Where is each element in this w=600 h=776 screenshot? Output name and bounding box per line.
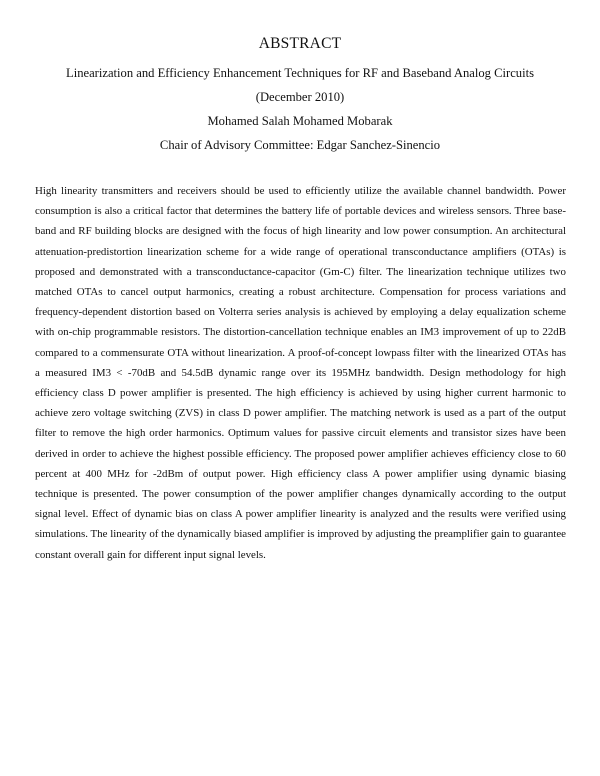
advisory-chair: Chair of Advisory Committee: Edgar Sanchez-Sinencio [159,138,441,152]
thesis-title: Linearization and Efficiency Enhancement Techniques for RF and Baseband Analog Circuits [66,66,534,80]
thesis-date: (December 2010) [255,90,345,104]
author-name: Mohamed Salah Mohamed Mobarak [207,114,393,128]
abstract-body: High linearity transmitters and receivers should be used to efficiently utilize the available channel bandwidth. Power consumption is also a critical factor that determines the battery life of portable devices and wireless sensors. Three base-band and RF building blocks are designed with the focus of high linearity and low power consumption. An architectural attenuation-predistortion linearization scheme for a wide range of operational transconductance amplifiers (OTAs) is proposed and demonstrated with a transconductance-capacitor (Gm-C) filter. The linearization technique utilizes two matched OTAs to cancel output harmonics, creating a robust architecture. Compensation for process variations and frequency-dependent distortion based on Volterra series analysis is achieved by employing a delay equalization scheme with on-chip programmable resistors. The distortion-cancellation technique enables an IM3 improvement of up to 22dB compared to a commensurate OTA without linearization. A proof-of-concept lowpass filter with the linearized OTAs has a measured IM3 < -70dB and 54.5dB dynamic range over its 195MHz bandwidth. Design methodology for high efficiency class D power amplifier is presented. The high efficiency is achieved by using higher current harmonic to achieve zero voltage switching (ZVS) in class D power amplifier. The matching network is used as a part of the output filter to remove the high order harmonics. Optimum values for passive circuit elements and transistor sizes have been derived in order to achieve the highest possible efficiency. The proposed power amplifier achieves efficiency close to 60 percent at 400 MHz for -2dBm of output power. High efficiency class A power amplifier using dynamic biasing technique is presented. The power consumption of the power amplifier changes dynamically according to the output signal level. Effect of dynamic bias on class A power amplifier linearity is analyzed and the results were verified using simulations. The linearity of the dynamically biased amplifier is improved by adjusting the preamplifier gain to guarantee constant overall gain for different input signal levels. [35,185,566,561]
abstract-heading: ABSTRACT [258,35,342,52]
